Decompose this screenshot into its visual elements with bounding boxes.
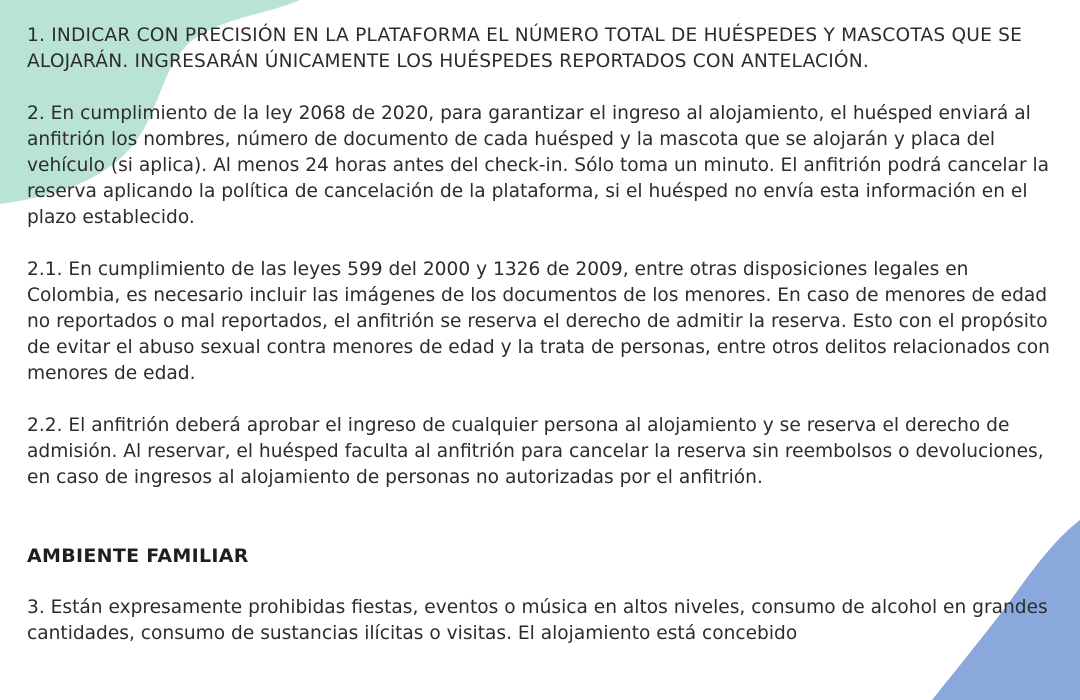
- paragraph-2-2: 2.2. El anfitrión deberá aprobar el ingreso de cualquier persona al alojamiento y se reserva el derecho de admisión. Al reservar, el huésped faculta al anfitrión para cancelar la reserva sin reembolsos o devoluciones, en caso de ingresos al alojamiento de personas no autorizadas por el anfitrión.: [27, 415, 1044, 488]
- spacer: [27, 231, 1062, 257]
- paragraph-2: 2. En cumplimiento de la ley 2068 de 2020, para garantizar el ingreso al alojamiento, el huésped enviará al anfitrión los nombres, número de documento de cada huésped y la mascota que se alojarán y placa del vehículo (si aplica). Al menos 24 horas antes del check-in. Sólo toma un minuto. El anfitrión podrá cancelar la reserva aplicando la política de cancelación de la plataforma, si el huésped no envía esta información en el plazo establecido.: [27, 103, 1050, 228]
- spacer: [27, 387, 1062, 413]
- spacer: [27, 491, 1062, 543]
- spacer: [27, 75, 1062, 101]
- paragraph-1: 1. INDICAR CON PRECISIÓN EN LA PLATAFORMA EL NÚMERO TOTAL DE HUÉSPEDES Y MASCOTAS QUE SE ALOJARÁN. INGRESARÁN ÚNICAMENTE LOS HUÉSPEDES REPORTADOS CON ANTELACIÓN.: [27, 25, 1023, 72]
- paragraph-2-1: 2.1. En cumplimiento de las leyes 599 del 2000 y 1326 de 2009, entre otras disposiciones legales en Colombia, es necesario incluir las imágenes de los documentos de los menores. En caso de menores de edad no reportados o mal reportados, el anfitrión se reserva el derecho de admitir la reserva. Esto con el propósito de evitar el abuso sexual contra menores de edad y la trata de personas, entre otros delitos relacionados con menores de edad.: [27, 259, 1050, 384]
- section-heading: AMBIENTE FAMILIAR: [27, 545, 249, 567]
- paragraph-3: 3. Están expresamente prohibidas fiestas, eventos o música en altos niveles, consumo de alcohol en grandes cantidades, consumo de sustancias ilícitas o visitas. El alojamiento está concebido: [27, 597, 1048, 644]
- document-body: [27, 23, 1062, 647]
- spacer: [27, 569, 1062, 595]
